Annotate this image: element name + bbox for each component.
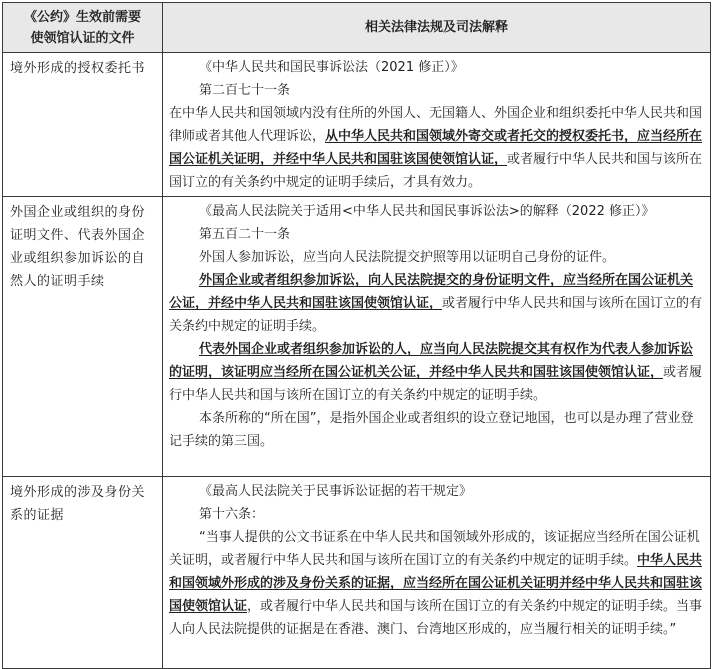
document-cell: 境外形成的授权委托书: [3, 53, 163, 197]
article-paragraph-2-emphasis: 外国企业或者组织参加诉讼，向人民法院提交的身份证明文件，应当经所在国公证机关公证，并经中华人民共和国驻该国使领馆认证，: [169, 273, 694, 311]
article-number: 第五百二十一条: [199, 227, 291, 242]
header-documents-line1: 《公约》生效前需要: [23, 10, 141, 25]
header-documents-line2: 使领馆认证的文件: [30, 31, 135, 46]
article-text-emphasis: 中华人民共和国领域外形成的涉及身份关系的证据，应当经所在国公证机关证明并经中华人民共和国驻该国使领馆认证: [169, 553, 703, 614]
article-text-tail: 或者履行中华人民共和国与该所在国订立的有关条约中规定的证明手续后，才具有效力。: [169, 152, 703, 190]
document-cell: 境外形成的涉及身份关系的证据: [3, 477, 163, 669]
law-title: 《最高人民法院关于民事诉讼证据的若干规定》: [199, 484, 473, 499]
article-paragraph-3-tail: 或者履行中华人民共和国与该所在国订立的有关条约中规定的证明手续。: [169, 365, 703, 403]
law-title: 《中华人民共和国民事诉讼法（2021 修正）》: [199, 60, 464, 75]
article-text-tail: ，或者履行中华人民共和国与该所在国订立的有关条约中规定的证明手续。当事人向人民法院提供的证据是在香港、澳门、台湾地区形成的，应当履行相关的证明手续。”: [169, 599, 703, 637]
header-laws: 相关法律法规及司法解释: [163, 3, 711, 53]
article-paragraph-4: 本条所称的“所在国”，是指外国企业或者组织的设立登记地国，也可以是办理了营业登记手续的第三国。: [169, 411, 694, 449]
article-number: 第二百七十一条: [199, 83, 291, 98]
article-paragraph-1: 外国人参加诉讼，应当向人民法院提交护照等用以证明自己身份的证件。: [199, 250, 616, 265]
document-cell: 外国企业或组织的身份证明文件、代表外国企业或组织参加诉讼的自然人的证明手续: [3, 197, 163, 477]
article-paragraph-2: [169, 269, 704, 338]
table-row: [3, 197, 711, 477]
table-row: [3, 53, 711, 197]
article-paragraph-3-emphasis: 代表外国企业或者组织参加诉讼的人，应当向人民法院提交其有权作为代表人参加诉讼的证明，该证明应当经所在国公证机关公证，并经中华人民共和国驻该国使领馆认证，: [169, 342, 694, 380]
law-cell: [163, 53, 711, 197]
header-documents: [3, 3, 163, 53]
article-text-plain: 在中华人民共和国领域内没有住所的外国人、无国籍人、外国企业和组织委托中华人民共和国律师或者其他人代理诉讼，: [169, 106, 703, 144]
article-text: [169, 526, 704, 641]
article-number: 第十六条：: [199, 507, 265, 522]
law-cell: [163, 477, 711, 669]
table-row: [3, 477, 711, 669]
article-text-plain: “当事人提供的公文书证系在中华人民共和国领域外形成的，该证据应当经所在国公证机关证明，或者履行中华人民共和国与该所在国订立的有关条约中规定的证明手续。: [169, 530, 700, 568]
law-title: 《最高人民法院关于适用<中华人民共和国民事诉讼法>的解释（2022 修正）》: [199, 204, 655, 219]
article-paragraph-2-tail: 或者履行中华人民共和国与该所在国订立的有关条约中规定的证明手续。: [169, 296, 703, 334]
law-cell: [163, 197, 711, 477]
table-header-row: [3, 3, 711, 53]
law-table: [2, 2, 711, 669]
article-text: [169, 102, 704, 194]
article-paragraph-3: [169, 338, 704, 407]
article-text-emphasis: 从中华人民共和国领域外寄交或者托交的授权委托书，应当经所在国公证机关证明，并经中华人民共和国驻该国使领馆认证，: [169, 129, 703, 167]
